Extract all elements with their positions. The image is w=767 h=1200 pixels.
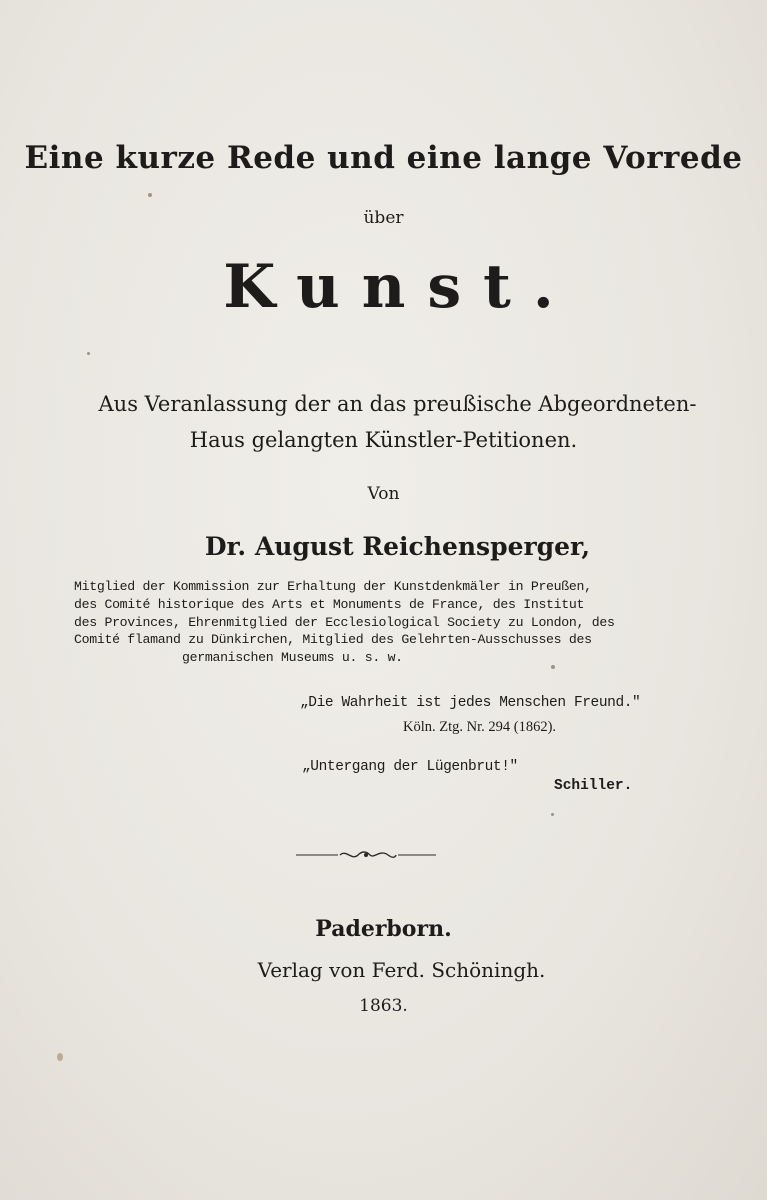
paper-speck (87, 352, 90, 355)
affiliation-line: des Comité historique des Arts et Monuments de France, des Institut (74, 596, 585, 612)
paper-speck (551, 665, 555, 669)
publication-place: Paderborn. (315, 916, 452, 942)
epigraph-2: „Untergang der Lügenbrut!" (302, 759, 518, 775)
epigraph-1: „Die Wahrheit ist jedes Menschen Freund." (300, 695, 641, 711)
book-title: Eine kurze Rede und eine lange Vorrede (24, 140, 743, 176)
occasion-line-1: Aus Veranlassung der an das preußische Abgeordneten- (98, 392, 697, 416)
ornament-divider (296, 848, 436, 862)
publication-year: 1863. (359, 996, 408, 1016)
epigraph-2-source: Schiller. (554, 778, 633, 794)
title-preposition: über (363, 208, 404, 228)
paper-speck (148, 193, 152, 197)
book-subject: Kunst. (223, 252, 576, 322)
affiliation-line: des Provinces, Ehrenmitglied der Ecclesiological Society zu London, des (74, 614, 615, 630)
epigraph-1-source: Köln. Ztg. Nr. 294 (1862). (403, 719, 557, 735)
affiliation-line: germanischen Museums u. s. w. (182, 650, 403, 666)
paper-speck (551, 813, 554, 816)
author-affiliations (74, 578, 652, 667)
occasion-line-2: Haus gelangten Künstler-Petitionen. (189, 428, 578, 452)
author-name: Dr. August Reichensperger, (204, 532, 591, 561)
by-line: Von (367, 484, 400, 504)
publisher: Verlag von Ferd. Schöningh. (257, 958, 546, 982)
affiliation-line: Mitglied der Kommission zur Erhaltung der Kunstdenkmäler in Preußen, (74, 579, 592, 594)
paper-speck (57, 1053, 63, 1061)
affiliation-line: Comité flamand zu Dünkirchen, Mitglied des Gelehrten-Ausschusses des (74, 632, 592, 648)
